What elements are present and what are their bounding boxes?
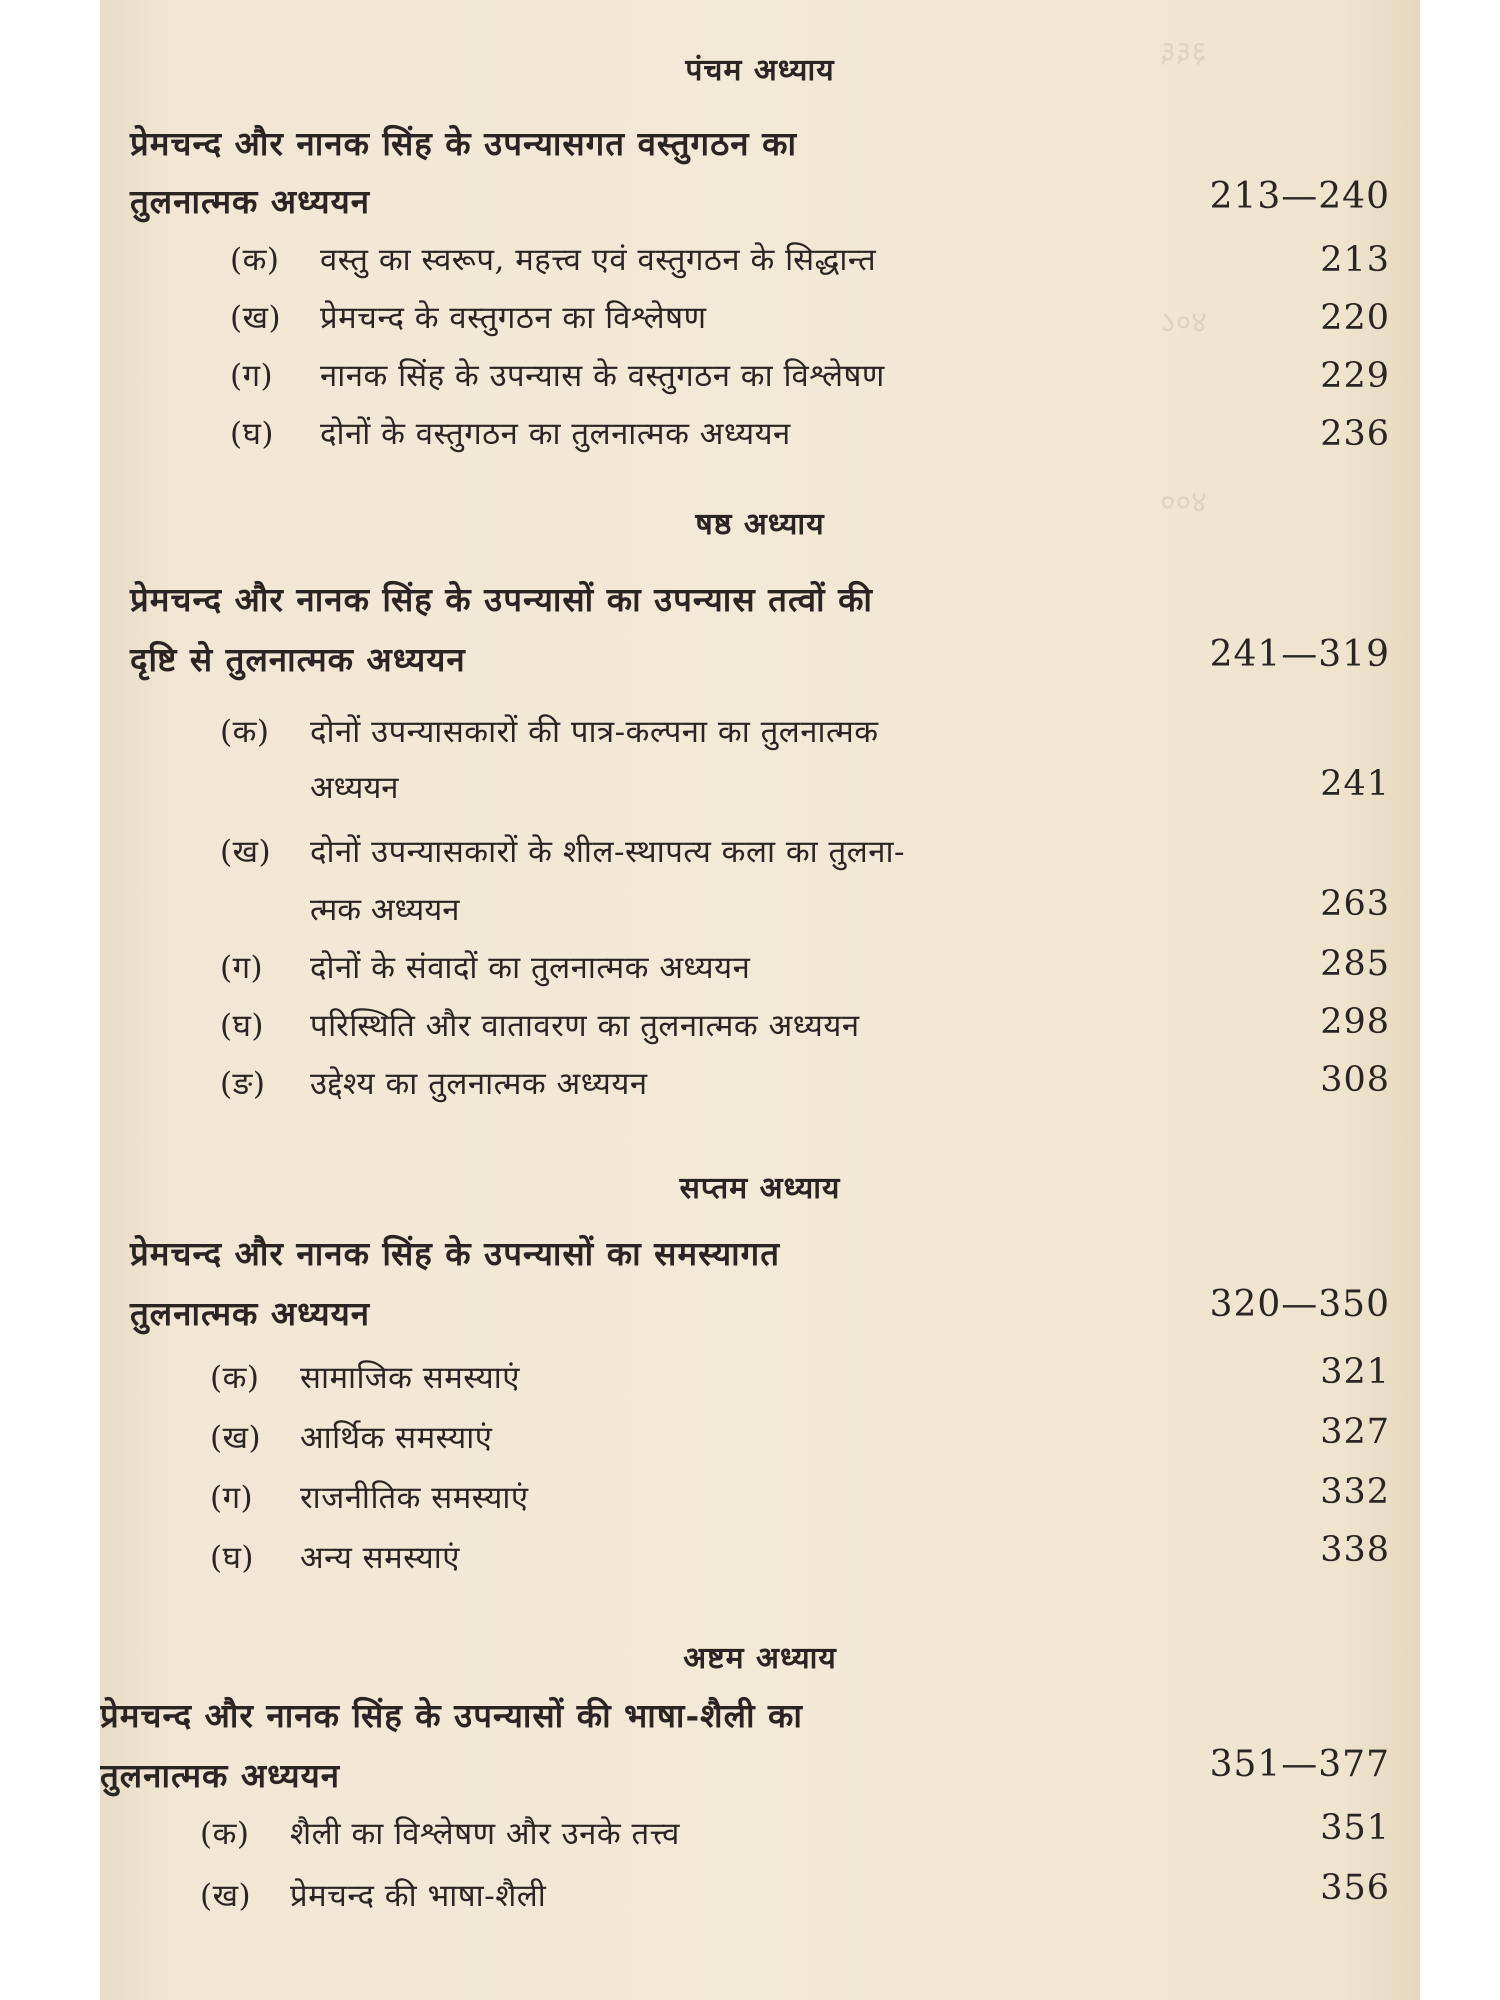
- toc-entry: [220, 710, 879, 752]
- entry-text: दोनों उपन्यासकारों के शील-स्थापत्य कला का तुलना-: [310, 834, 905, 870]
- entry-page-number: 229: [1320, 356, 1390, 396]
- entry-page-number: 338: [1320, 1530, 1390, 1570]
- chapter-title-line: दृष्टि से तुलनात्मक अध्ययन: [130, 640, 466, 679]
- entry-text: शैली का विश्लेषण और उनके तत्त्व: [290, 1816, 680, 1852]
- toc-entry: [220, 1062, 648, 1104]
- entry-page-number: 327: [1320, 1412, 1390, 1452]
- scan-margin-right: [1420, 0, 1500, 2000]
- chapter-page-range: 351—377: [1209, 1744, 1390, 1785]
- entry-text: नानक सिंह के उपन्यास के वस्तुगठन का विश्लेषण: [320, 358, 885, 394]
- entry-text: अन्य समस्याएं: [300, 1540, 460, 1576]
- entry-text: दोनों के संवादों का तुलनात्मक अध्ययन: [310, 950, 751, 986]
- entry-page-number: 285: [1320, 944, 1390, 984]
- entry-page-number: 220: [1320, 298, 1390, 338]
- entry-page-number: 236: [1320, 414, 1390, 454]
- entry-marker: (क): [220, 714, 270, 750]
- entry-text: राजनीतिक समस्याएं: [300, 1480, 529, 1516]
- bleed-through-mark: ४००: [1160, 485, 1207, 520]
- entry-text: परिस्थिति और वातावरण का तुलनात्मक अध्ययन: [310, 1008, 860, 1044]
- entry-page-number: 308: [1320, 1060, 1390, 1100]
- toc-entry: [200, 1874, 546, 1916]
- chapter-heading: पंचम अध्याय: [685, 53, 835, 88]
- entry-page-number: 351: [1320, 1808, 1390, 1848]
- chapter-title-line: प्रेमचन्द और नानक सिंह के उपन्यासों का समस्यागत: [130, 1234, 781, 1273]
- entry-text: प्रेमचन्द की भाषा-शैली: [290, 1878, 547, 1914]
- entry-marker: (क): [210, 1360, 260, 1396]
- entry-marker: (ख): [210, 1420, 262, 1456]
- entry-marker: (घ): [220, 1008, 265, 1044]
- entry-page-number: 298: [1320, 1002, 1390, 1042]
- chapter-title-line: प्रेमचन्द और नानक सिंह के उपन्यासगत वस्तुगठन का: [130, 124, 798, 163]
- entry-marker: (ग): [230, 358, 274, 394]
- toc-entry: [210, 1416, 492, 1458]
- entry-page-number: 241: [1320, 764, 1390, 804]
- entry-text: दोनों उपन्यासकारों की पात्र-कल्पना का तुलनात्मक: [310, 714, 879, 750]
- entry-marker: (ग): [210, 1480, 254, 1516]
- entry-page-number: 321: [1320, 1352, 1390, 1392]
- entry-page-number: 213: [1320, 240, 1390, 280]
- entry-continuation: अध्ययन: [310, 770, 399, 806]
- entry-text: सामाजिक समस्याएं: [300, 1360, 520, 1396]
- entry-marker: (क): [200, 1816, 250, 1852]
- toc-entry: [230, 296, 706, 338]
- entry-text: वस्तु का स्वरूप, महत्त्व एवं वस्तुगठन के सिद्धान्त: [320, 242, 877, 278]
- entry-marker: (ख): [220, 834, 272, 870]
- entry-text: आर्थिक समस्याएं: [300, 1420, 493, 1456]
- toc-entry: [230, 238, 876, 280]
- chapter-title-line: तुलनात्मक अध्ययन: [100, 1756, 341, 1795]
- entry-page-number: 263: [1320, 884, 1390, 924]
- entry-marker: (ख): [230, 300, 282, 336]
- toc-entry: [220, 830, 905, 872]
- bleed-through-mark: ३६६: [1160, 35, 1207, 70]
- entry-marker: (घ): [230, 416, 275, 452]
- entry-marker: (क): [230, 242, 280, 278]
- chapter-title-line: तुलनात्मक अध्ययन: [130, 182, 371, 221]
- chapter-title-line: तुलनात्मक अध्ययन: [130, 1294, 371, 1333]
- toc-entry: [210, 1476, 529, 1518]
- chapter-heading: सप्तम अध्याय: [679, 1171, 841, 1206]
- toc-entry: [200, 1812, 680, 1854]
- entry-marker: (घ): [210, 1540, 255, 1576]
- chapter-page-range: 213—240: [1209, 176, 1390, 217]
- entry-marker: (ग): [220, 950, 264, 986]
- chapter-page-range: 320—350: [1209, 1284, 1390, 1325]
- chapter-title-line: प्रेमचन्द और नानक सिंह के उपन्यासों की भाषा-शैली का: [100, 1696, 803, 1735]
- entry-marker: (ख): [200, 1878, 252, 1914]
- entry-page-number: 332: [1320, 1472, 1390, 1512]
- chapter-page-range: 241—319: [1209, 634, 1390, 675]
- document-page: [100, 0, 1420, 2000]
- scan-margin-left: [0, 0, 100, 2000]
- bleed-through-mark: ४०८: [1160, 305, 1207, 340]
- entry-text: उद्देश्य का तुलनात्मक अध्ययन: [310, 1066, 648, 1102]
- entry-marker: (ङ): [220, 1066, 266, 1102]
- toc-entry: [220, 1004, 860, 1046]
- toc-entry: [210, 1356, 520, 1398]
- entry-continuation: त्मक अध्ययन: [310, 892, 460, 928]
- chapter-title-line: प्रेमचन्द और नानक सिंह के उपन्यासों का उपन्यास तत्वों की: [130, 580, 873, 619]
- toc-entry: [230, 412, 791, 454]
- toc-entry: [230, 354, 885, 396]
- entry-text: प्रेमचन्द के वस्तुगठन का विश्लेषण: [320, 300, 707, 336]
- chapter-heading: षष्ठ अध्याय: [695, 507, 825, 542]
- entry-page-number: 356: [1320, 1868, 1390, 1908]
- toc-entry: [210, 1536, 460, 1578]
- chapter-heading: अष्टम अध्याय: [683, 1641, 837, 1676]
- toc-entry: [220, 946, 750, 988]
- entry-text: दोनों के वस्तुगठन का तुलनात्मक अध्ययन: [320, 416, 791, 452]
